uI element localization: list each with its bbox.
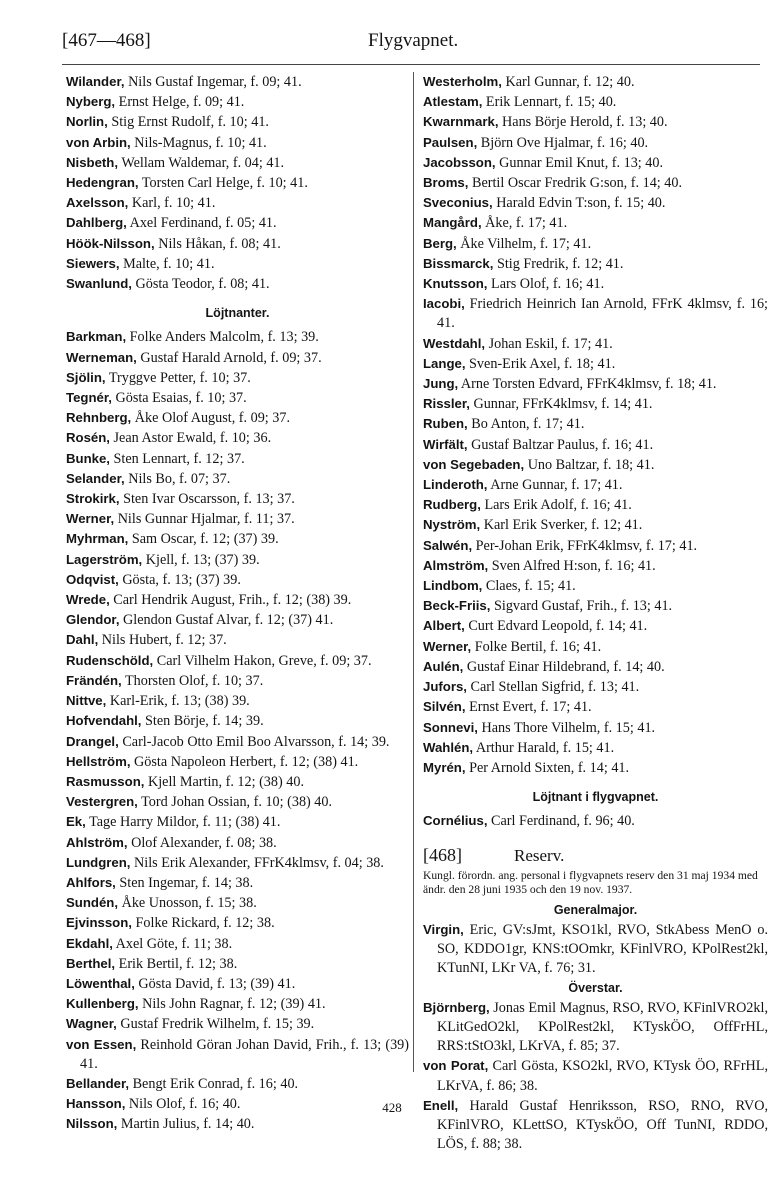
- list-item: [66, 792, 409, 812]
- list-item: [66, 388, 409, 408]
- entry-surname: Aulén,: [423, 658, 464, 674]
- list-item: [423, 697, 768, 717]
- list-item: [423, 718, 768, 738]
- list-item: [66, 630, 409, 650]
- entry-details: Sten Börje, f. 14; 39.: [141, 713, 264, 730]
- list-item: [423, 811, 768, 831]
- section-subheading: Löjtnant i flygvapnet.: [532, 790, 659, 805]
- entry-surname: Dahl,: [66, 632, 99, 648]
- entry-details: Kjell Martin, f. 12; (38) 40.: [144, 773, 305, 790]
- page-number: 428: [382, 1100, 402, 1115]
- entry-details: Kjell, f. 13; (37) 39.: [142, 551, 260, 568]
- list-item: [423, 455, 768, 475]
- entry-details: Gösta David, f. 13; (39) 41.: [134, 975, 296, 992]
- entry-details: Gustaf Baltzar Paulus, f. 16; 41.: [467, 436, 654, 453]
- entry-surname: Paulsen,: [423, 134, 478, 150]
- entry-surname: Ek,: [66, 814, 86, 830]
- entry-surname: Rehnberg,: [66, 410, 132, 426]
- entry-details: Bengt Erik Conrad, f. 16; 40.: [129, 1075, 299, 1092]
- entry-details: Stig Ernst Rudolf, f. 10; 41.: [107, 114, 269, 131]
- list-item: [66, 1074, 409, 1094]
- entry-details: Per-Johan Erik, FFrK4klmsv, f. 17; 41.: [472, 537, 698, 554]
- entry-surname: Kullenberg,: [66, 996, 139, 1012]
- entry-details: Carl Gösta, KSO2kl, RVO, KTysk ÖO, RFrHL, LKrVA, f. 86; 38.: [437, 1058, 768, 1094]
- entry-surname: Beck-Friis,: [423, 598, 491, 614]
- entry-list: [423, 72, 768, 778]
- list-item: [66, 234, 409, 254]
- entry-surname: Werner,: [66, 511, 115, 527]
- entry-details: Carl Vilhelm Hakon, Greve, f. 09; 37.: [153, 652, 372, 669]
- entry-surname: von Essen,: [66, 1036, 137, 1052]
- entry-details: Folke Anders Malcolm, f. 13; 39.: [126, 329, 319, 346]
- entry-surname: Strokirk,: [66, 491, 120, 507]
- entry-details: Erik Bertil, f. 12; 38.: [115, 955, 238, 972]
- entry-surname: von Arbin,: [66, 134, 131, 150]
- entry-surname: Axelsson,: [66, 195, 129, 211]
- list-item: [423, 234, 768, 254]
- entry-details: Gustaf Einar Hildebrand, f. 14; 40.: [463, 658, 665, 675]
- entry-details: Gustaf Harald Arnold, f. 09; 37.: [136, 349, 322, 366]
- entry-details: Nils Olof, f. 16; 40.: [125, 1096, 241, 1113]
- entry-surname: Löwenthal,: [66, 975, 135, 991]
- entry-details: Nils Bo, f. 07; 37.: [124, 470, 231, 487]
- list-item: [66, 550, 409, 570]
- entry-surname: Barkman,: [66, 329, 127, 345]
- right-column: [423, 72, 768, 1154]
- entry-surname: Myhrman,: [66, 531, 129, 547]
- entry-list: [423, 998, 768, 1155]
- entry-surname: Glendor,: [66, 612, 120, 628]
- list-item: [423, 294, 768, 333]
- list-item: [423, 133, 768, 153]
- entry-surname: Jung,: [423, 376, 459, 392]
- entry-details: Lars Erik Adolf, f. 16; 41.: [480, 497, 632, 514]
- entry-details: Reinhold Göran Johan David, Frih., f. 13; (39) 41.: [80, 1036, 409, 1072]
- entry-surname: Rudberg,: [423, 497, 481, 513]
- list-item: [423, 475, 768, 495]
- entry-details: Gösta Teodor, f. 08; 41.: [131, 276, 270, 293]
- entry-surname: Linderoth,: [423, 477, 488, 493]
- list-item: [66, 92, 409, 112]
- entry-surname: Sundén,: [66, 895, 119, 911]
- list-item: [423, 173, 768, 193]
- header-rule: [62, 64, 760, 65]
- list-item: [423, 72, 768, 92]
- list-item: [66, 893, 409, 913]
- entry-surname: Broms,: [423, 175, 469, 191]
- entry-surname: Albert,: [423, 618, 465, 634]
- list-item: [66, 173, 409, 193]
- entry-surname: Jacobsson,: [423, 154, 496, 170]
- entry-details: Wellam Waldemar, f. 04; 41.: [118, 154, 285, 171]
- entry-surname: Hansson,: [66, 1096, 126, 1112]
- list-item: [66, 193, 409, 213]
- list-item: [66, 428, 409, 448]
- list-item: [423, 758, 768, 778]
- entry-details: Karl Gunnar, f. 12; 40.: [501, 74, 635, 90]
- entry-surname: Bissmarck,: [423, 255, 494, 271]
- section-subheading: Överstar.: [568, 980, 623, 995]
- entry-details: Sten Lennart, f. 12; 37.: [109, 450, 245, 467]
- entry-surname: Ahlfors,: [66, 874, 116, 890]
- entry-surname: Lundgren,: [66, 854, 131, 870]
- entry-details: Tryggve Petter, f. 10; 37.: [105, 369, 251, 386]
- list-item: [66, 772, 409, 792]
- entry-details: Sigvard Gustaf, Frih., f. 13; 41.: [490, 598, 673, 615]
- entry-list: [66, 327, 409, 1134]
- entry-surname: Frändén,: [66, 672, 122, 688]
- entry-surname: Sonnevi,: [423, 719, 478, 735]
- entry-surname: Norlin,: [66, 114, 108, 130]
- list-item: [66, 489, 409, 509]
- entry-surname: Berg,: [423, 235, 457, 251]
- entry-surname: Werneman,: [66, 349, 137, 365]
- entry-details: Curt Edvard Leopold, f. 14; 41.: [464, 618, 648, 635]
- entry-details: Olof Alexander, f. 08; 38.: [127, 834, 277, 851]
- section-subheading: Löjtnanter.: [205, 306, 270, 321]
- entry-surname: Dahlberg,: [66, 215, 127, 231]
- entry-surname: von Porat,: [423, 1058, 489, 1074]
- entry-surname: Lindbom,: [423, 578, 483, 594]
- entry-details: Tage Harry Mildor, f. 11; (38) 41.: [85, 814, 281, 831]
- entry-surname: Sjölin,: [66, 369, 106, 385]
- entry-details: Ernst Helge, f. 09; 41.: [115, 94, 245, 111]
- entry-details: Ernst Evert, f. 17; 41.: [465, 699, 592, 716]
- entry-surname: Silvén,: [423, 699, 466, 715]
- entry-details: Arne Gunnar, f. 17; 41.: [487, 477, 623, 494]
- list-item: [423, 738, 768, 758]
- section-number: [468]: [423, 844, 462, 865]
- list-item: [423, 1056, 768, 1095]
- entry-details: Bertil Oscar Fredrik G:son, f. 14; 40.: [468, 175, 683, 192]
- entry-details: Per Arnold Sixten, f. 14; 41.: [465, 759, 630, 776]
- section-header: [423, 846, 768, 865]
- list-item: [423, 414, 768, 434]
- column-divider: [413, 72, 414, 1072]
- list-item: [66, 112, 409, 132]
- entry-surname: Berthel,: [66, 955, 116, 971]
- list-item: [423, 920, 768, 979]
- list-item: [423, 576, 768, 596]
- entry-surname: Hofvendahl,: [66, 713, 142, 729]
- entry-surname: Hellström,: [66, 753, 131, 769]
- entry-surname: Swanlund,: [66, 276, 132, 292]
- entry-surname: Höök-Nilsson,: [66, 235, 155, 251]
- list-item: [423, 637, 768, 657]
- list-item: [66, 408, 409, 428]
- entry-details: Sven Alfred H:son, f. 16; 41.: [488, 557, 656, 574]
- entry-surname: Björnberg,: [423, 999, 490, 1015]
- entry-details: Carl-Jacob Otto Emil Boo Alvarsson, f. 14; 39.: [118, 733, 390, 750]
- entry-details: Arthur Harald, f. 15; 41.: [473, 739, 615, 756]
- entry-details: Malte, f. 10; 41.: [119, 255, 215, 272]
- entry-surname: Virgin,: [423, 921, 464, 937]
- list-item: [66, 72, 409, 92]
- entry-surname: Wagner,: [66, 1016, 117, 1032]
- list-item: [66, 833, 409, 853]
- entry-details: Åke, f. 17; 41.: [481, 215, 568, 232]
- left-column: [66, 72, 409, 1135]
- entry-details: Bo Anton, f. 17; 41.: [467, 416, 585, 433]
- entry-surname: Westerholm,: [423, 74, 502, 89]
- entry-details: Harald Edvin T:son, f. 15; 40.: [492, 195, 666, 212]
- section-title: Reserv.: [514, 845, 565, 865]
- list-item: [66, 469, 409, 489]
- list-item: [66, 691, 409, 711]
- entry-surname: Hedengran,: [66, 175, 139, 191]
- list-item: [66, 853, 409, 873]
- section-subheading: Generalmajor.: [553, 902, 638, 917]
- list-item: [423, 354, 768, 374]
- list-item: [66, 1114, 409, 1134]
- entry-details: Björn Ove Hjalmar, f. 16; 40.: [477, 134, 649, 151]
- list-item: [66, 711, 409, 731]
- entry-surname: Selander,: [66, 470, 125, 486]
- list-item: [423, 998, 768, 1057]
- list-item: [423, 556, 768, 576]
- entry-surname: Vestergren,: [66, 794, 138, 810]
- list-item: [66, 254, 409, 274]
- entry-details: Gustaf Fredrik Wilhelm, f. 15; 39.: [116, 1016, 315, 1033]
- list-item: [66, 1035, 409, 1074]
- list-item: [66, 913, 409, 933]
- entry-surname: Mangård,: [423, 215, 482, 231]
- entry-details: Karl Erik Sverker, f. 12; 41.: [480, 517, 643, 534]
- list-item: [66, 213, 409, 233]
- entry-details: Åke Vilhelm, f. 17; 41.: [456, 235, 592, 252]
- entry-details: Arne Torsten Edvard, FFrK4klmsv, f. 18; 41.: [458, 376, 717, 393]
- entry-surname: Salwén,: [423, 537, 473, 553]
- entry-details: Sam Oscar, f. 12; (37) 39.: [128, 531, 279, 548]
- list-item: [66, 610, 409, 630]
- entry-details: Johan Eskil, f. 17; 41.: [485, 335, 613, 352]
- entry-details: Sten Ivar Oscarsson, f. 13; 37.: [119, 491, 295, 508]
- list-item: [66, 348, 409, 368]
- entry-surname: Nisbeth,: [66, 154, 119, 170]
- entry-details: Karl, f. 10; 41.: [128, 195, 216, 212]
- entry-details: Carl Ferdinand, f. 96; 40.: [487, 813, 635, 830]
- entry-details: Jean Astor Ewald, f. 10; 36.: [109, 430, 272, 447]
- entry-details: Sten Ingemar, f. 14; 38.: [115, 874, 254, 891]
- list-item: [66, 732, 409, 752]
- entry-surname: Myrén,: [423, 759, 466, 775]
- list-item: [66, 570, 409, 590]
- list-item: [66, 1014, 409, 1034]
- entry-details: Nils Erik Alexander, FFrK4klmsv, f. 04; 38.: [130, 854, 384, 871]
- entry-surname: Ruben,: [423, 416, 468, 432]
- entry-details: Gunnar, FFrK4klmsv, f. 14; 41.: [469, 396, 653, 413]
- entry-details: Martin Julius, f. 14; 40.: [117, 1116, 255, 1133]
- list-item: [66, 752, 409, 772]
- list-item: [423, 374, 768, 394]
- entry-surname: Knutsson,: [423, 276, 488, 292]
- list-item: [423, 515, 768, 535]
- entry-surname: von Segebaden,: [423, 456, 525, 472]
- list-item: [66, 368, 409, 388]
- entry-details: Gösta Esaias, f. 10; 37.: [111, 390, 247, 407]
- list-item: [66, 934, 409, 954]
- entry-surname: Rasmusson,: [66, 773, 145, 789]
- entry-details: Folke Rickard, f. 12; 38.: [131, 915, 275, 932]
- entry-details: Friedrich Heinrich Ian Arnold, FFrK 4klmsv, f. 16; 41.: [437, 296, 768, 332]
- list-item: [66, 954, 409, 974]
- entry-surname: Lange,: [423, 355, 466, 371]
- entry-surname: Westdahl,: [423, 335, 486, 351]
- entry-details: Nils John Ragnar, f. 12; (39) 41.: [138, 996, 326, 1013]
- entry-surname: Lagerström,: [66, 551, 143, 567]
- list-item: [66, 153, 409, 173]
- entry-details: Hans Thore Vilhelm, f. 15; 41.: [477, 719, 656, 736]
- entry-surname: Rudenschöld,: [66, 652, 154, 668]
- list-item: [66, 651, 409, 671]
- list-item: [66, 133, 409, 153]
- entry-details: Glendon Gustaf Alvar, f. 12; (37) 41.: [119, 612, 334, 629]
- entry-surname: Nyström,: [423, 517, 481, 533]
- entry-details: Gösta, f. 13; (37) 39.: [118, 571, 241, 588]
- list-item: [66, 274, 409, 294]
- entry-surname: Wilander,: [66, 74, 125, 89]
- entry-surname: Rissler,: [423, 396, 470, 412]
- entry-surname: Tegnér,: [66, 390, 112, 406]
- entry-details: Åke Unosson, f. 15; 38.: [118, 895, 257, 912]
- entry-surname: Wrede,: [66, 592, 110, 608]
- list-item: [66, 509, 409, 529]
- entry-details: Axel Göte, f. 11; 38.: [112, 935, 233, 952]
- entry-details: Torsten Carl Helge, f. 10; 41.: [138, 175, 308, 192]
- list-item: [66, 590, 409, 610]
- entry-surname: Ejvinsson,: [66, 915, 132, 931]
- section-note: Kungl. förordn. ang. personal i flygvapnets reserv den 31 maj 1934 med ändr. den 28 juni 1935 och den 19 nov. 1937.: [423, 868, 758, 896]
- entry-surname: Wahlén,: [423, 739, 474, 755]
- entry-surname: Drangel,: [66, 733, 119, 749]
- list-item: [423, 394, 768, 414]
- list-item: [66, 974, 409, 994]
- list-item: [423, 596, 768, 616]
- entry-details: Stig Fredrik, f. 12; 41.: [493, 255, 624, 272]
- entry-details: Nils Håkan, f. 08; 41.: [154, 235, 281, 252]
- list-item: [423, 435, 768, 455]
- entry-details: Gösta Napoleon Herbert, f. 12; (38) 41.: [130, 753, 359, 770]
- list-item: [66, 873, 409, 893]
- running-header: [62, 30, 760, 60]
- entry-details: Claes, f. 15; 41.: [482, 578, 576, 595]
- list-item: [66, 449, 409, 469]
- entry-surname: Atlestam,: [423, 94, 483, 110]
- entry-details: Carl Stellan Sigfrid, f. 13; 41.: [466, 679, 640, 696]
- list-item: [66, 994, 409, 1014]
- entry-surname: Bellander,: [66, 1075, 130, 1091]
- entry-surname: Ahlström,: [66, 834, 128, 850]
- entry-details: Harald Gustaf Henriksson, RSO, RNO, RVO, KFinlVRO, KLettSO, KTyskÖO, Off TunNI, RDDO, LÖS, f. 88; 38.: [437, 1097, 768, 1153]
- entry-surname: Sveconius,: [423, 195, 493, 211]
- list-item: [423, 616, 768, 636]
- entry-surname: Siewers,: [66, 255, 120, 271]
- entry-details: Sven-Erik Axel, f. 18; 41.: [465, 355, 616, 372]
- entry-surname: Ekdahl,: [66, 935, 113, 951]
- list-item: [423, 153, 768, 173]
- list-item: [66, 812, 409, 832]
- entry-details: Carl Hendrik August, Frih., f. 12; (38) 39.: [109, 592, 352, 609]
- list-item: [66, 671, 409, 691]
- entry-details: Erik Lennart, f. 15; 40.: [482, 94, 617, 111]
- entry-details: Nils Hubert, f. 12; 37.: [98, 632, 227, 649]
- entry-details: Nils Gunnar Hjalmar, f. 11; 37.: [114, 511, 295, 528]
- entry-details: Nils Gustaf Ingemar, f. 09; 41.: [124, 74, 302, 90]
- list-item: [423, 112, 768, 132]
- entry-surname: Iacobi,: [423, 296, 465, 312]
- entry-surname: Rosén,: [66, 430, 110, 446]
- list-item: [423, 495, 768, 515]
- entry-details: Lars Olof, f. 16; 41.: [487, 276, 605, 293]
- list-item: [423, 536, 768, 556]
- entry-surname: Nilsson,: [66, 1116, 118, 1132]
- entry-surname: Jufors,: [423, 679, 467, 695]
- list-item: [423, 334, 768, 354]
- entry-surname: Almström,: [423, 557, 489, 573]
- entry-surname: Nyberg,: [66, 94, 116, 110]
- entry-list: [66, 72, 409, 294]
- entry-details: Tord Johan Ossian, f. 10; (38) 40.: [137, 794, 333, 811]
- entry-surname: Werner,: [423, 638, 472, 654]
- entry-surname: Wirfält,: [423, 436, 468, 452]
- entry-surname: Kwarnmark,: [423, 114, 499, 130]
- list-item: [423, 254, 768, 274]
- entry-surname: Odqvist,: [66, 571, 119, 587]
- entry-details: Hans Börje Herold, f. 13; 40.: [498, 114, 668, 131]
- entry-details: Axel Ferdinand, f. 05; 41.: [126, 215, 277, 232]
- list-item: [423, 274, 768, 294]
- list-item: [423, 193, 768, 213]
- entry-details: Folke Bertil, f. 16; 41.: [471, 638, 602, 655]
- entry-details: Karl-Erik, f. 13; (38) 39.: [106, 693, 250, 710]
- list-item: [423, 92, 768, 112]
- list-item: [423, 677, 768, 697]
- entry-details: Uno Baltzar, f. 18; 41.: [524, 456, 655, 473]
- page-title: Flygvapnet.: [368, 30, 459, 51]
- list-item: [423, 657, 768, 677]
- entry-surname: Cornélius,: [423, 813, 488, 829]
- entry-details: Åke Olof August, f. 09; 37.: [131, 410, 291, 427]
- entry-details: Thorsten Olof, f. 10; 37.: [121, 672, 264, 689]
- entry-surname: Enell,: [423, 1097, 459, 1113]
- entry-details: Jonas Emil Magnus, RSO, RVO, KFinlVRO2kl, KLitGedO2kl, KPolRest2kl, KTyskÖO, OffFrHL, RRS:tStO3kl, LKrVA, f. 85; 37.: [437, 999, 768, 1055]
- list-item: [66, 327, 409, 347]
- entry-details: Gunnar Emil Knut, f. 13; 40.: [495, 154, 664, 171]
- entry-details: Nils-Magnus, f. 10; 41.: [130, 134, 267, 151]
- entry-surname: Nittve,: [66, 693, 107, 709]
- entry-details: Eric, GV:sJmt, KSO1kl, RVO, StkAbess MenO o. SO, KDDO1gr, KNS:tOOmkr, KFinlVRO, KPolRest2kl, KTunNI, LKr VA, f. 76; 31.: [437, 921, 768, 977]
- page-range: [467—468]: [62, 30, 151, 51]
- list-item: [423, 213, 768, 233]
- entry-surname: Bunke,: [66, 450, 110, 466]
- list-item: [66, 529, 409, 549]
